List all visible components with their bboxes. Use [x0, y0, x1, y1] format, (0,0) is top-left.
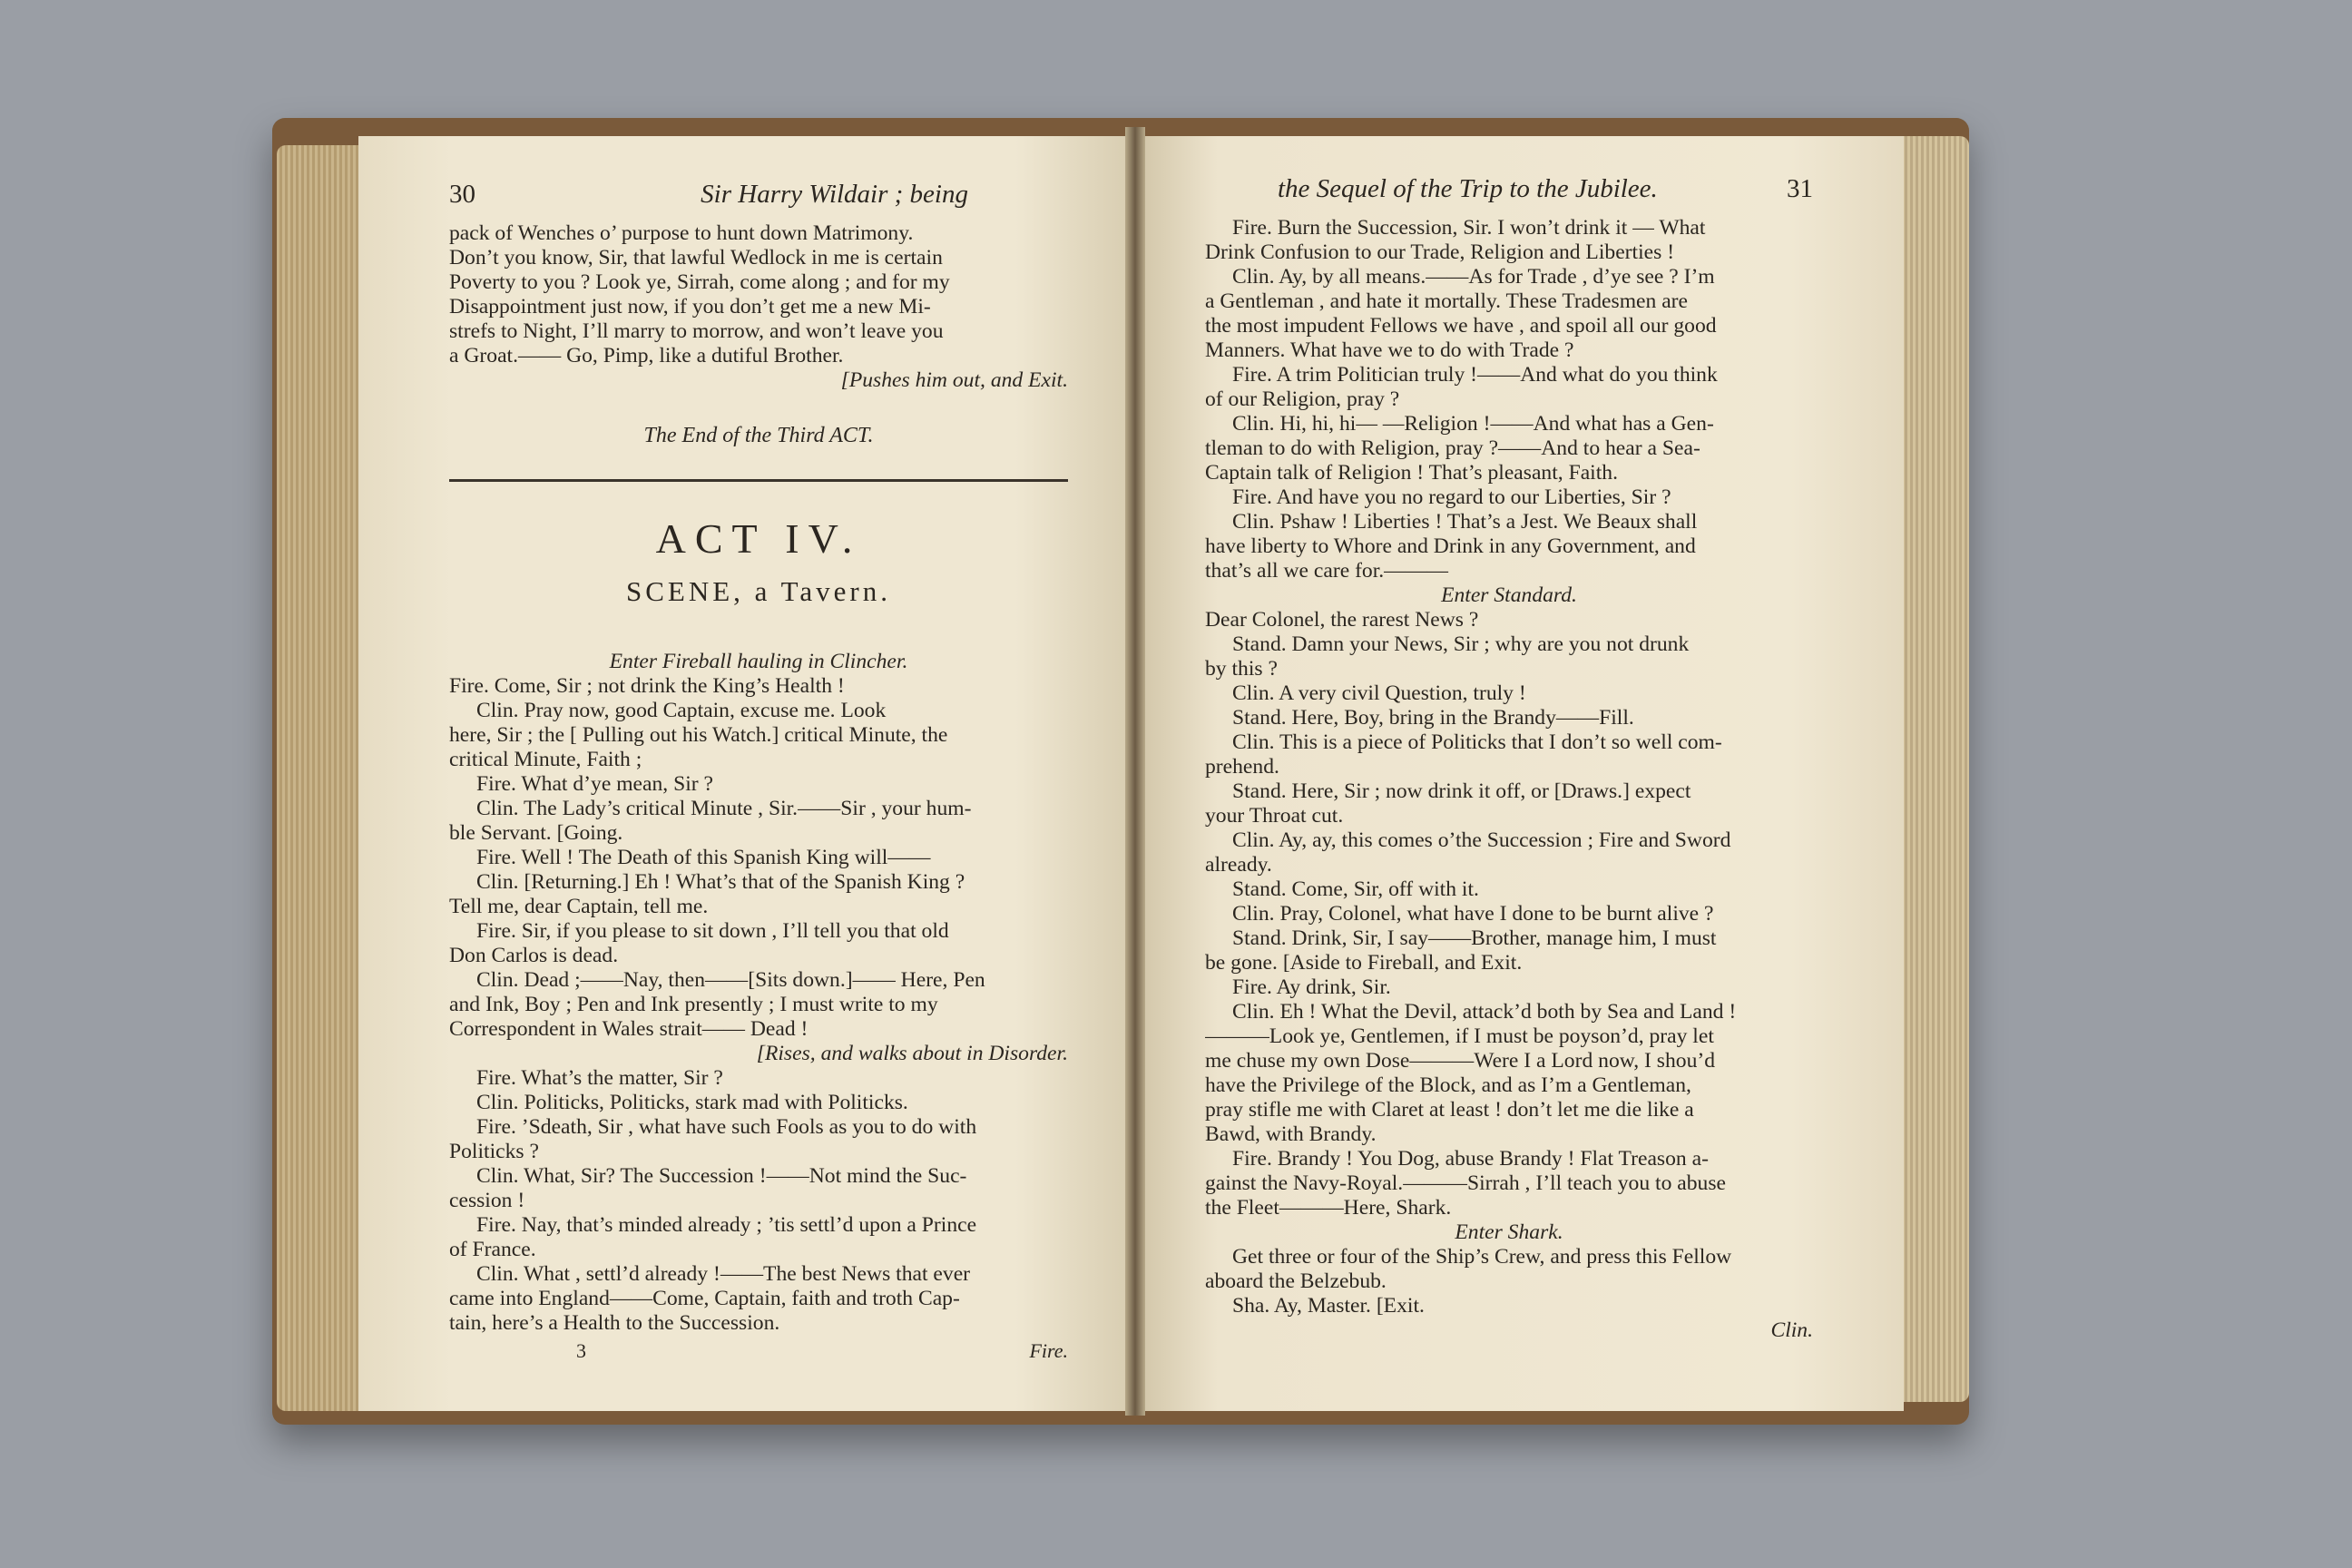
dialogue-line: Stand. Damn your News, Sir ; why are you not drunk [1232, 632, 1690, 656]
dialogue-line: Fire. Ay drink, Sir. [1232, 975, 1391, 999]
dialogue-line: your Throat cut. [1205, 804, 1344, 828]
catchword: Fire. [1029, 1339, 1068, 1362]
stage-direction: [Rises, and walks about in Disorder. [756, 1042, 1068, 1065]
dialogue-line: came into England——Come, Captain, faith and troth Cap- [449, 1287, 960, 1310]
right-page-edges [1896, 136, 1969, 1402]
dialogue-line: Fire. And have you no regard to our Liberties, Sir ? [1232, 485, 1671, 509]
left-page-edges [277, 145, 363, 1411]
dialogue-line: Clin. [Returning.] Eh ! What’s that of the Spanish King ? [476, 870, 965, 894]
text-line: pack of Wenches o’ purpose to hunt down Matrimony. [449, 221, 914, 245]
dialogue-line: tleman to do with Religion, pray ?——And to hear a Sea- [1205, 436, 1700, 460]
dialogue-line: me chuse my own Dose———Were I a Lord now, I shou’d [1205, 1049, 1716, 1073]
dialogue-line: by this ? [1205, 657, 1278, 681]
dialogue-line: a Gentleman , and hate it mortally. These Tradesmen are [1205, 289, 1689, 313]
dialogue-line: gainst the Navy-Royal.———Sirrah , I’ll teach you to abuse [1205, 1171, 1726, 1195]
enter-direction: Enter Shark. [1455, 1220, 1563, 1244]
dialogue-line: Fire. What d’ye mean, Sir ? [476, 772, 713, 796]
dialogue-line: Clin. Politicks, Politicks, stark mad with Politicks. [476, 1091, 908, 1114]
dialogue-line: the Fleet———Here, Shark. [1205, 1196, 1452, 1220]
left-running-head [449, 180, 1068, 216]
dialogue-line: Fire. Come, Sir ; not drink the King’s Health ! [449, 674, 845, 698]
right-running-title: the Sequel of the Trip to the Jubilee. [1278, 174, 1658, 203]
catchword: Clin. [1770, 1318, 1813, 1342]
dialogue-line: already. [1205, 853, 1272, 877]
dialogue-line: Manners. What have we to do with Trade ? [1205, 338, 1574, 362]
scene-heading: SCENE, a Tavern. [626, 575, 891, 607]
dialogue-line: Stand. Here, Boy, bring in the Brandy——Fill. [1232, 706, 1634, 730]
dialogue-line: Clin. Ay, ay, this comes o’the Succession ; Fire and Sword [1232, 828, 1731, 852]
dialogue-line: of our Religion, pray ? [1205, 387, 1400, 411]
dialogue-line: Clin. Hi, hi, hi— —Religion !——And what has a Gen- [1232, 412, 1714, 436]
book-gutter [1125, 127, 1145, 1416]
dialogue-line: Stand. Come, Sir, off with it. [1232, 877, 1479, 901]
left-dialogue [449, 650, 1068, 1336]
dialogue-line: Stand. Drink, Sir, I say——Brother, manage him, I must [1232, 926, 1717, 950]
dialogue-line: prehend. [1205, 755, 1279, 779]
dialogue-line: Clin. This is a piece of Politicks that I don’t so well com- [1232, 730, 1722, 754]
dialogue-line: Fire. Burn the Succession, Sir. I won’t drink it — What [1232, 216, 1706, 240]
dialogue-line: Fire. Brandy ! You Dog, abuse Brandy ! Flat Treason a- [1232, 1147, 1709, 1171]
dialogue-line: Fire. Well ! The Death of this Spanish King will—— [476, 846, 931, 869]
dialogue-line: pray stifle me with Claret at least ! don’t let me die like a [1205, 1098, 1694, 1122]
dialogue-line: Bawd, with Brandy. [1205, 1122, 1377, 1146]
dialogue-line: Clin. What , settl’d already !——The best News that ever [476, 1262, 971, 1286]
left-page-footer [449, 1336, 1068, 1363]
dialogue-line: Tell me, dear Captain, tell me. [449, 895, 709, 918]
dialogue-line: Captain talk of Religion ! That’s pleasant, Faith. [1205, 461, 1618, 485]
dialogue-line: Sha. Ay, Master. [Exit. [1232, 1294, 1425, 1318]
dialogue-line: Fire. What’s the matter, Sir ? [476, 1066, 723, 1090]
right-page [1142, 136, 1904, 1411]
dialogue-line: aboard the Belzebub. [1205, 1269, 1387, 1293]
text-line: Disappointment just now, if you don’t get me a new Mi- [449, 295, 931, 318]
dialogue-line: Get three or four of the Ship’s Crew, and press this Fellow [1232, 1245, 1732, 1269]
dialogue-line: Clin. The Lady’s critical Minute , Sir.——Sir , your hum- [476, 797, 972, 820]
stage-direction: [Pushes him out, and Exit. [840, 368, 1068, 392]
dialogue-line: Stand. Here, Sir ; now drink it off, or [Draws.] expect [1232, 779, 1691, 803]
text-line: a Groat.—— Go, Pimp, like a dutiful Brother. [449, 344, 844, 368]
enter-direction: Enter Fireball hauling in Clincher. [609, 650, 908, 673]
text-line: Don’t you know, Sir, that lawful Wedlock in me is certain [449, 246, 943, 270]
dialogue-line: Clin. Dead ;——Nay, then——[Sits down.]—— Here, Pen [476, 968, 985, 992]
left-page-number: 30 [449, 180, 475, 209]
dialogue-line: Clin. Pshaw ! Liberties ! That’s a Jest. We Beaux shall [1232, 510, 1698, 534]
dialogue-line: Clin. Pray, Colonel, what have I done to be burnt alive ? [1232, 902, 1714, 926]
dialogue-line: here, Sir ; the [ Pulling out his Watch.] critical Minute, the [449, 723, 948, 747]
end-of-act: The End of the Third ACT. [643, 424, 874, 447]
enter-direction: Enter Standard. [1441, 583, 1577, 607]
dialogue-line: Correspondent in Wales strait—— Dead ! [449, 1017, 808, 1041]
divider-rule [449, 479, 1068, 482]
dialogue-line: Politicks ? [449, 1140, 539, 1163]
dialogue-line: that’s all we care for.——— [1205, 559, 1448, 583]
text-line: strefs to Night, I’ll marry to morrow, and won’t leave you [449, 319, 944, 343]
dialogue-line: and Ink, Boy ; Pen and Ink presently ; I must write to my [449, 993, 938, 1016]
right-page-number: 31 [1787, 174, 1813, 203]
dialogue-line: have the Privilege of the Block, and as I’m a Gentleman, [1205, 1073, 1691, 1097]
right-dialogue [1205, 216, 1813, 1343]
dialogue-line: Dear Colonel, the rarest News ? [1205, 608, 1479, 632]
signature-mark: 3 [576, 1339, 586, 1362]
act-heading: ACT IV. [655, 515, 862, 562]
dialogue-line: Clin. A very civil Question, truly ! [1232, 681, 1526, 705]
dialogue-line: Fire. ’Sdeath, Sir , what have such Fools as you to do with [476, 1115, 977, 1139]
dialogue-line: cession ! [449, 1189, 525, 1212]
dialogue-line: tain, here’s a Health to the Succession. [449, 1311, 780, 1335]
dialogue-line: Drink Confusion to our Trade, Religion and Liberties ! [1205, 240, 1675, 264]
dialogue-line: Don Carlos is dead. [449, 944, 619, 967]
dialogue-line: Clin. What, Sir? The Succession !——Not mind the Suc- [476, 1164, 967, 1188]
dialogue-line: be gone. [Aside to Fireball, and Exit. [1205, 951, 1523, 975]
dialogue-line: have liberty to Whore and Drink in any Government, and [1205, 534, 1696, 558]
dialogue-line: Fire. A trim Politician truly !——And what do you think [1232, 363, 1718, 387]
right-running-head [1205, 174, 1813, 211]
left-running-title: Sir Harry Wildair ; being [701, 180, 968, 209]
left-page [358, 136, 1132, 1411]
dialogue-line: ble Servant. [Going. [449, 821, 623, 845]
text-line: Poverty to you ? Look ye, Sirrah, come along ; and for my [449, 270, 950, 294]
dialogue-line: the most impudent Fellows we have , and spoil all our good [1205, 314, 1717, 338]
dialogue-line: Clin. Pray now, good Captain, excuse me. Look [476, 699, 887, 722]
dialogue-line: Clin. Ay, by all means.——As for Trade , d’ye see ? I’m [1232, 265, 1715, 289]
dialogue-line: critical Minute, Faith ; [449, 748, 642, 771]
dialogue-line: ———Look ye, Gentlemen, if I must be poyson’d, pray let [1205, 1024, 1714, 1048]
left-opening-text [449, 221, 1068, 393]
dialogue-line: of France. [449, 1238, 536, 1261]
dialogue-line: Fire. Nay, that’s minded already ; ’tis settl’d upon a Prince [476, 1213, 977, 1237]
dialogue-line: Clin. Eh ! What the Devil, attack’d both by Sea and Land ! [1232, 1000, 1737, 1024]
dialogue-line: Fire. Sir, if you please to sit down , I’ll tell you that old [476, 919, 949, 943]
